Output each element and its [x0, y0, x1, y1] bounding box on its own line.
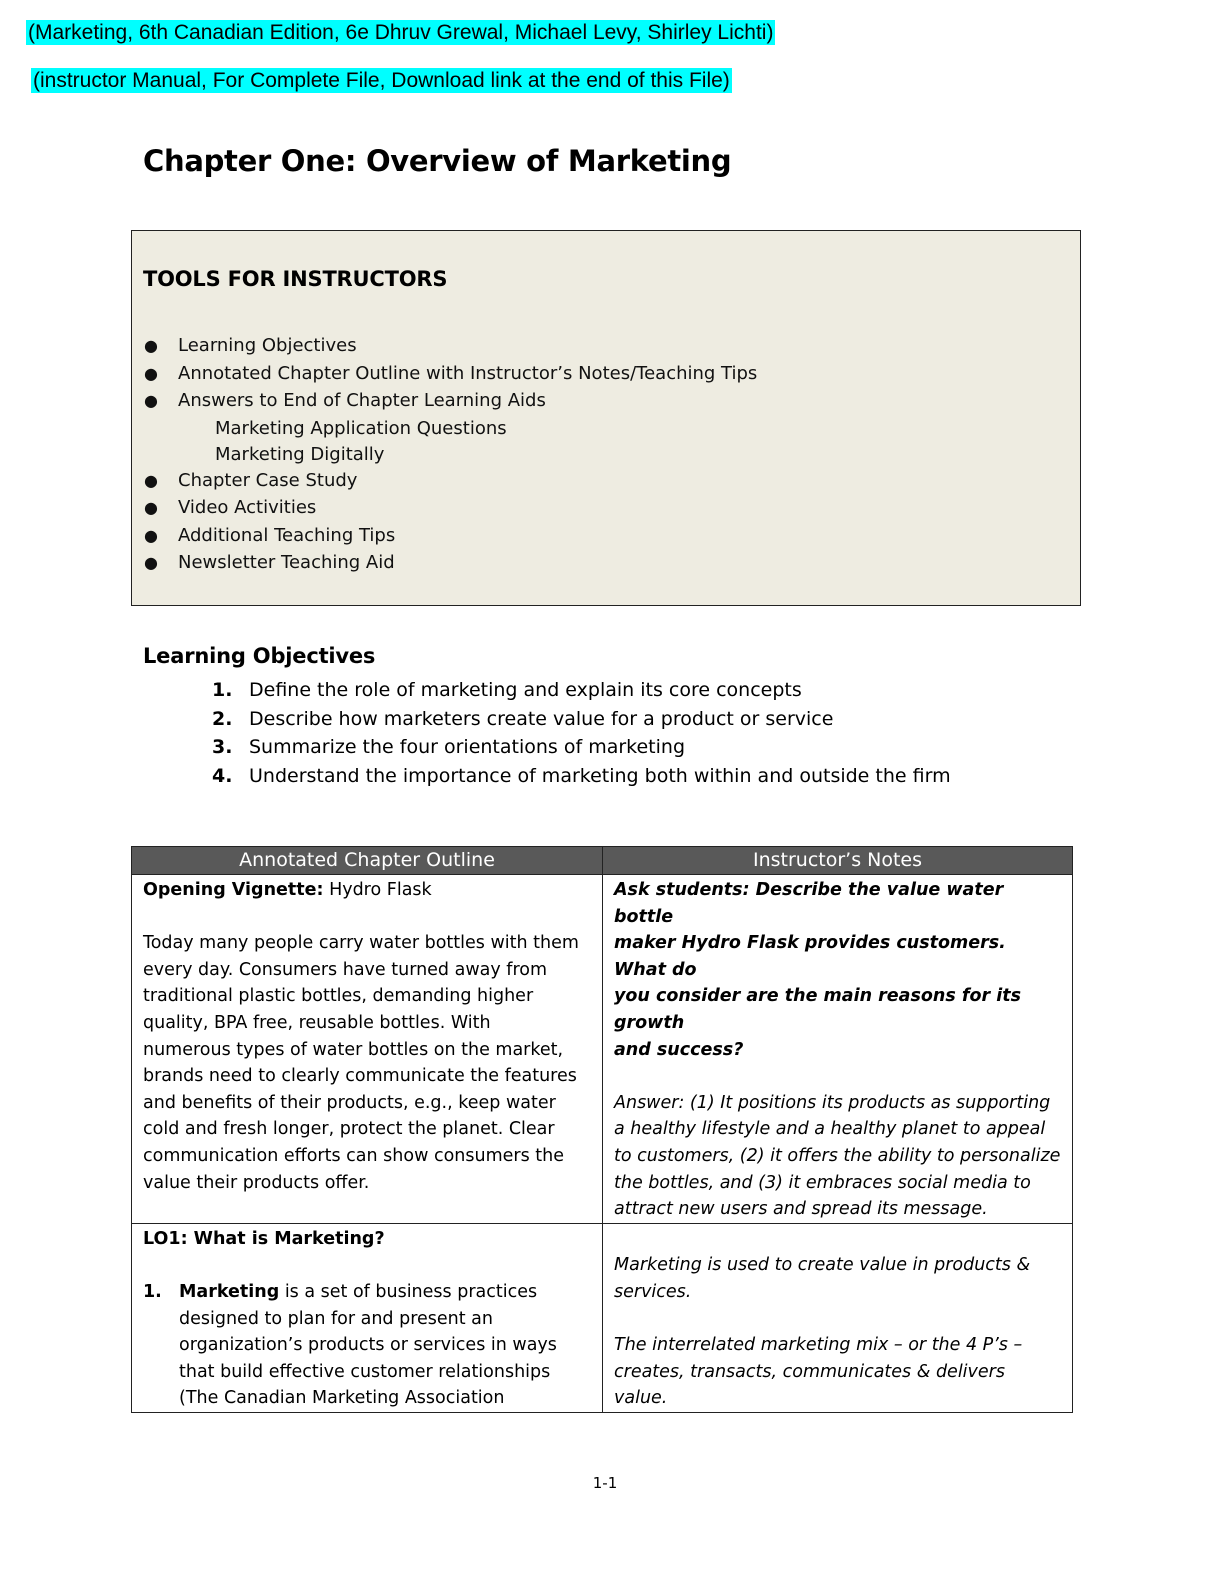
- tools-list-subitem: Marketing Application Questions: [215, 417, 507, 439]
- table-row: [132, 1223, 1073, 1412]
- bullet-icon: ●: [144, 553, 158, 572]
- bullet-icon: ●: [144, 470, 158, 490]
- vignette-heading: Opening Vignette: Hydro Flask: [143, 880, 432, 900]
- bullet-icon: ●: [144, 525, 158, 545]
- bullet-icon: ●: [144, 498, 158, 517]
- tools-list-item: ● Newsletter Teaching Aid: [132, 549, 1080, 577]
- tools-list-subitem: Marketing Digitally: [215, 443, 385, 465]
- marketing-definition: 1. Marketing is a set of business practices designed to plan for and present an organization’s products or services in ways that build effective customer relationships (The Canadian Marketing Association: [143, 1281, 557, 1409]
- column-header-notes: Instructor’s Notes: [603, 847, 1073, 875]
- tools-for-instructors-box: [131, 230, 1081, 606]
- outline-cell: [132, 1223, 603, 1412]
- page-number: 1-1: [592, 1474, 618, 1492]
- tools-list-item: ● Annotated Chapter Outline with Instructor’s Notes/Teaching Tips: [132, 360, 1080, 388]
- notes-marketing-mix: The interrelated marketing mix – or the 4 P’s – creates, transacts, communicates & delivers value.: [614, 1335, 1023, 1409]
- bullet-icon: ●: [144, 391, 158, 410]
- notes-answer: Answer: (1) It positions its products as supporting a healthy lifestyle and a healthy planet to appeal to customers, (2) it offers the ability to personalize the bottles, and (3) it embraces social media to attract new users and spread its message.: [614, 1092, 1061, 1220]
- tools-list-item: ● Chapter Case Study: [132, 467, 1080, 495]
- header-download-note: (instructor Manual, For Complete File, Download link at the end of this File): [33, 69, 730, 92]
- header-citation-line: (Marketing, 6th Canadian Edition, 6e Dhruv Grewal, Michael Levy, Shirley Lichti): [28, 21, 774, 44]
- table-row: [132, 875, 1073, 1224]
- tools-box-title: TOOLS FOR INSTRUCTORS: [143, 267, 448, 291]
- lo1-heading: LO1: What is Marketing?: [143, 1228, 385, 1249]
- tools-list-item: ● Answers to End of Chapter Learning Aids: [132, 387, 1080, 415]
- vignette-text: Today many people carry water bottles with them every day. Consumers have turned away from traditional plastic bottles, demanding higher quality, BPA free, reusable bottles. With numerous types of water bottles on the market, brands need to clearly communicate the features and benefits of their products, e.g., keep water cold and fresh longer, protect the planet. Clear communication efforts can show consumers the value their products offer.: [143, 933, 579, 1193]
- tools-list-item: ● Video Activities: [132, 494, 1080, 522]
- bullet-icon: ●: [144, 363, 158, 383]
- tools-list-item: ● Additional Teaching Tips: [132, 522, 1080, 550]
- notes-cell: [603, 1223, 1073, 1412]
- notes-cell: [603, 875, 1073, 1224]
- table-header-row: [132, 847, 1073, 875]
- learning-objectives-heading: Learning Objectives: [143, 644, 376, 668]
- tools-list: [132, 332, 1080, 577]
- column-header-outline: Annotated Chapter Outline: [132, 847, 603, 875]
- chapter-title: Chapter One: Overview of Marketing: [143, 144, 732, 178]
- tools-list-item: ● Learning Objectives: [132, 332, 1080, 360]
- outline-cell: [132, 875, 603, 1224]
- notes-value: Marketing is used to create value in products & services.: [614, 1255, 1031, 1302]
- notes-question: Ask students: Describe the value water bottle maker Hydro Flask provides customers. What do you consider are the main reasons for its growth and success?: [614, 880, 1022, 1060]
- bullet-icon: ●: [144, 336, 158, 355]
- annotated-outline-table: [131, 846, 1073, 1413]
